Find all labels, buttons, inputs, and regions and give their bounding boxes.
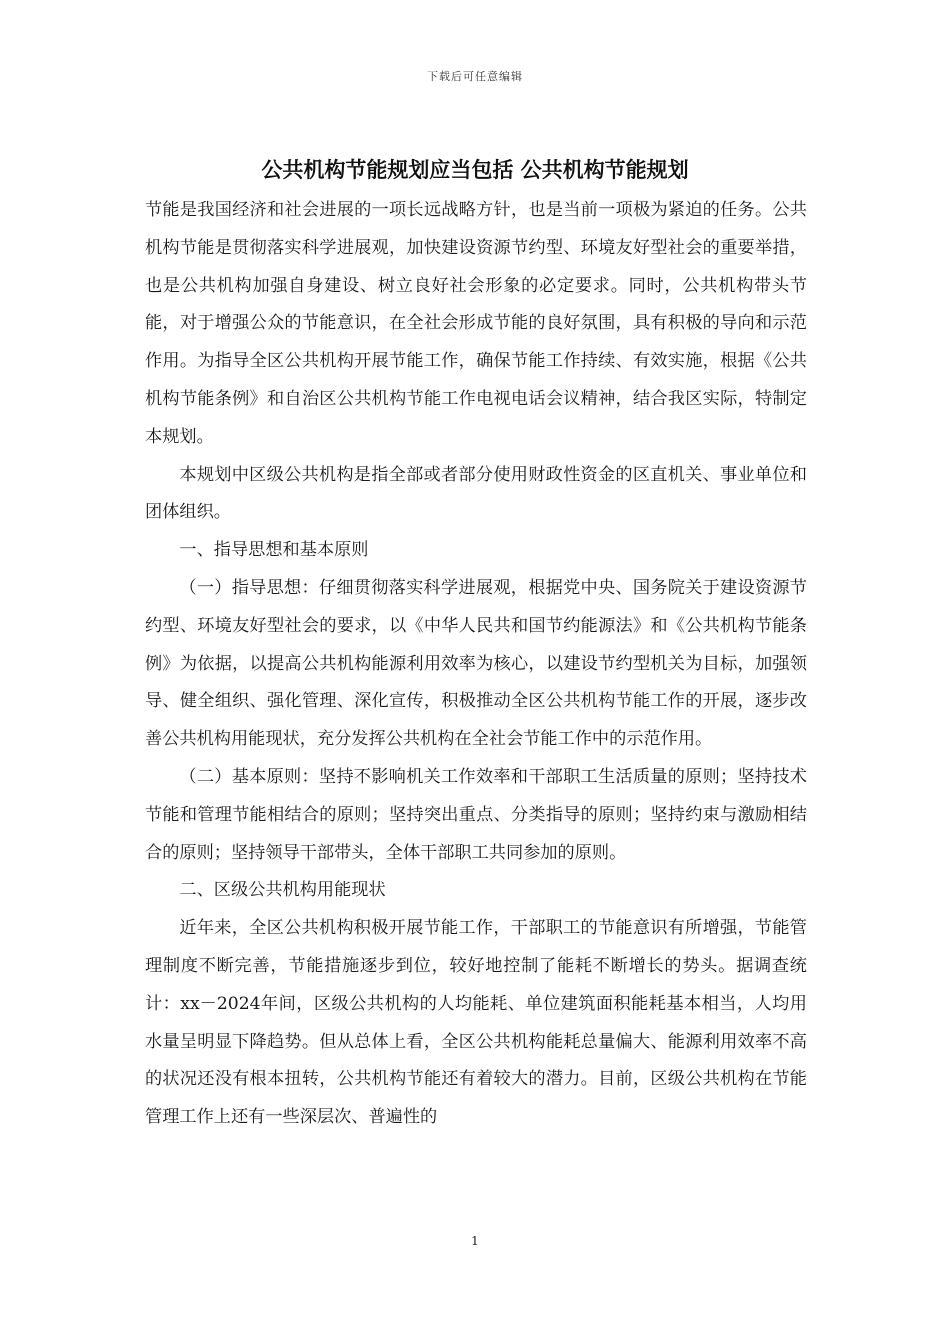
document-body [145,192,807,1137]
header-note: 下载后可任意编辑 [427,70,523,83]
section-heading-2: 二、区级公共机构用能现状 [179,880,386,901]
paragraph-basic-principles: （二）基本原则：坚持不影响机关工作效率和干部职工生活质量的原则；坚持技术节能和管理节能相结合的原则；坚持突出重点、分类指导的原则；坚持约束与激励相结合的原则；坚持领导干部带头，全体干部职工共同参加的原则。 [145,766,807,863]
paragraph-intro: 节能是我国经济和社会进展的一项长远战略方针，也是当前一项极为紧迫的任务。公共机构节能是贯彻落实科学进展观，加快建设资源节约型、环境友好型社会的重要举措，也是公共机构加强自身建设、树立良好社会形象的必定要求。同时，公共机构带头节能，对于增强公众的节能意识，在全社会形成节能的良好氛围，具有积极的导向和示范作用。为指导全区公共机构开展节能工作，确保节能工作持续、有效实施，根据《公共机构节能条例》和自治区公共机构节能工作电视电话会议精神，结合我区实际，特制定本规划。 [145,200,807,447]
document-title: 公共机构节能规划应当包括 公共机构节能规划 [261,158,689,182]
paragraph-current-status: 近年来，全区公共机构积极开展节能工作，干部职工的节能意识有所增强，节能管理制度不断完善，节能措施逐步到位，较好地控制了能耗不断增长的势头。据调查统计：xx－2024年间，区级公共机构的人均能耗、单位建筑面积能耗基本相当，人均用水量呈明显下降趋势。但从总体上看，全区公共机构能耗总量偏大、能源利用效率不高的状况还没有根本扭转，公共机构节能还有着较大的潜力。目前，区级公共机构在节能管理工作上还有一些深层次、普遍性的 [145,918,807,1128]
paragraph-guiding-thought: （一）指导思想：仔细贯彻落实科学进展观，根据党中央、国务院关于建设资源节约型、环境友好型社会的要求，以《中华人民共和国节约能源法》和《公共机构节能条例》为依据，以提高公共机构能源利用效率为核心，以建设节约型机关为目标，加强领导、健全组织、强化管理、深化宣传，积极推动全区公共机构节能工作的开展，逐步改善公共机构用能现状，充分发挥公共机构在全社会节能工作中的示范作用。 [145,577,807,750]
paragraph-scope: 本规划中区级公共机构是指全部或者部分使用财政性资金的区直机关、事业单位和团体组织。 [145,464,807,523]
section-heading-1: 一、指导思想和基本原则 [179,540,369,561]
page-number: 1 [471,1234,479,1248]
